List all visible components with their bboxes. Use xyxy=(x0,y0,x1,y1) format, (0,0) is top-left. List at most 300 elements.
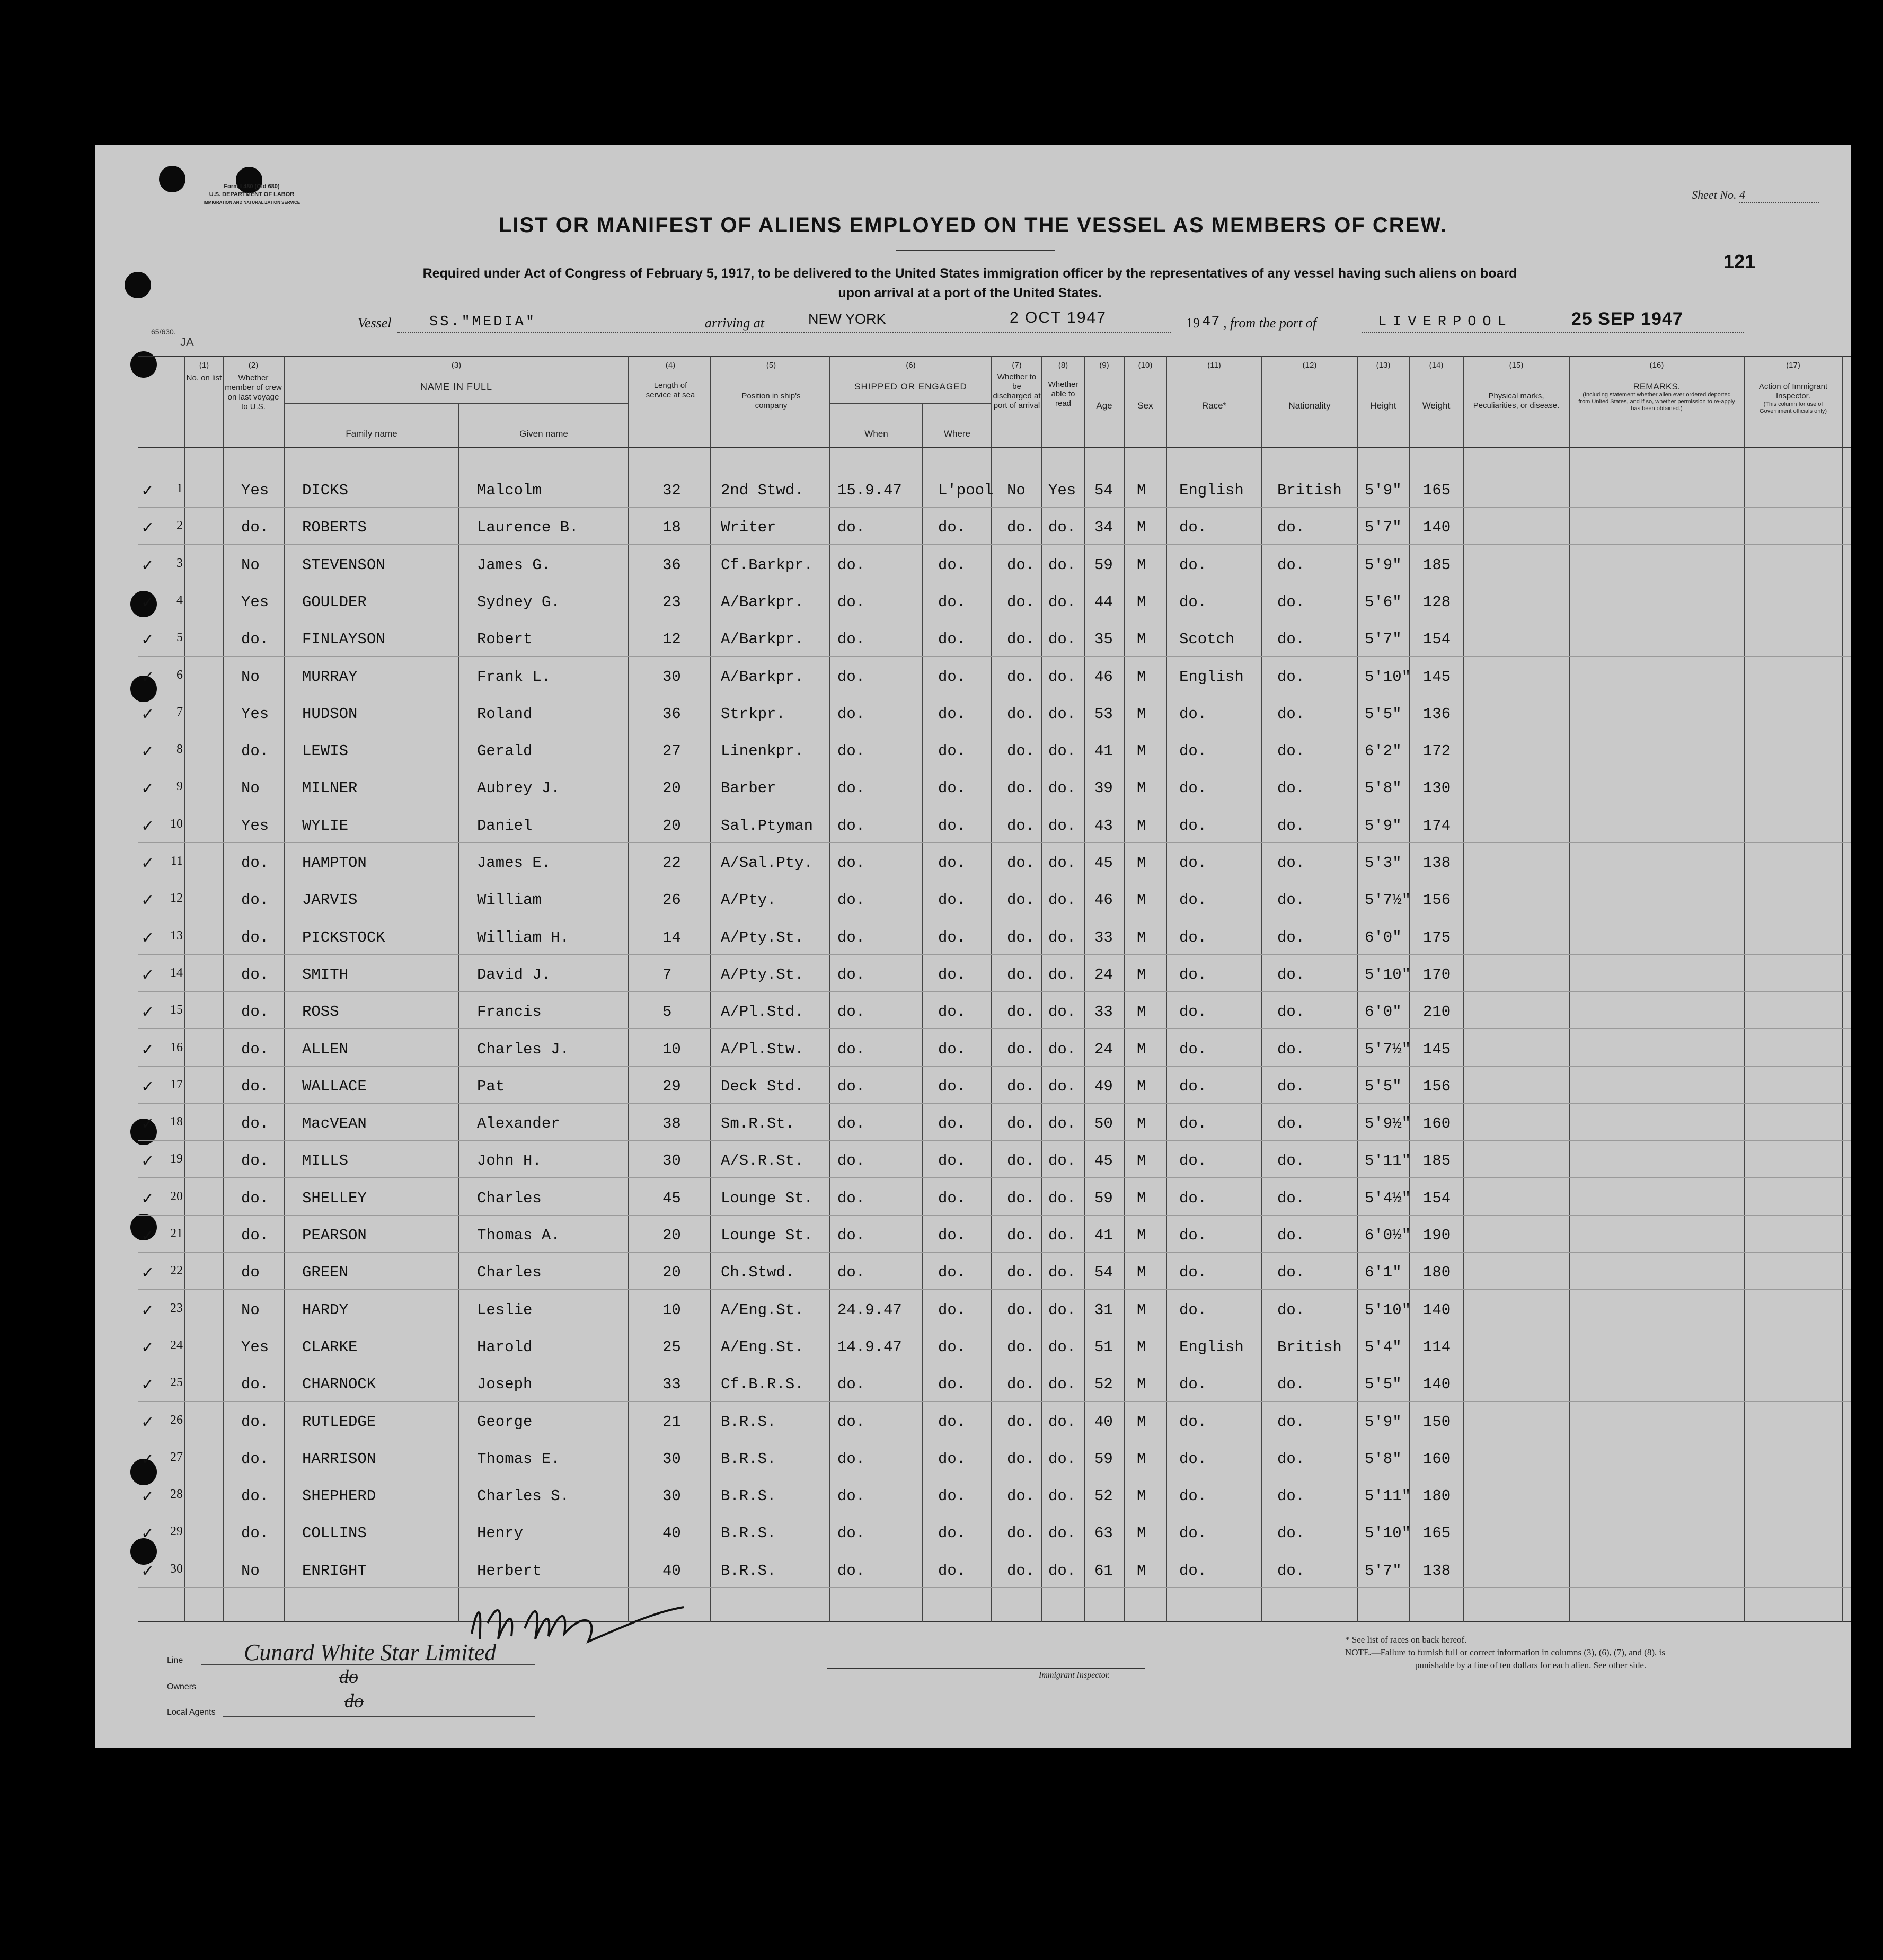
nationality: do. xyxy=(1277,891,1305,909)
height: 6'2" xyxy=(1365,742,1402,760)
discharged: do. xyxy=(1007,1450,1035,1468)
discharged: do. xyxy=(1007,891,1035,909)
weight: 154 xyxy=(1423,1189,1451,1207)
row-rule xyxy=(138,656,1851,657)
discharged: do. xyxy=(1007,1077,1035,1095)
sex: M xyxy=(1137,1003,1146,1021)
last-voyage: Yes xyxy=(241,1338,269,1356)
given-name: Francis xyxy=(477,1003,542,1021)
shipped-where: do. xyxy=(938,1264,966,1282)
signature xyxy=(461,1591,758,1655)
header-col-1 xyxy=(185,361,223,383)
age: 59 xyxy=(1094,556,1113,574)
check-mark-icon: ✓ xyxy=(142,742,153,763)
discharged: do. xyxy=(1007,1115,1035,1133)
service-length: 20 xyxy=(662,817,681,835)
family-name: WALLACE xyxy=(302,1077,367,1095)
name-subheader-rule xyxy=(284,403,628,404)
shipped-when: do. xyxy=(837,1040,865,1058)
form-number: Form I 480 (Old 680) xyxy=(224,183,280,190)
discharged: No xyxy=(1007,482,1026,499)
age: 54 xyxy=(1094,1264,1113,1282)
row-number: 30 xyxy=(170,1562,183,1576)
shipped-where: do. xyxy=(938,965,966,983)
nationality: do. xyxy=(1277,1115,1305,1133)
position: B.R.S. xyxy=(721,1450,776,1468)
shipped-when: do. xyxy=(837,1376,865,1394)
check-mark-icon: ✓ xyxy=(142,1003,153,1024)
col-label: Age xyxy=(1096,401,1112,411)
position: A/Pl.Stw. xyxy=(721,1040,804,1058)
race: do. xyxy=(1179,779,1207,797)
service-length: 40 xyxy=(662,1562,681,1580)
able-to-read: do. xyxy=(1048,705,1076,723)
family-name: SMITH xyxy=(302,965,349,983)
discharged: do. xyxy=(1007,1376,1035,1394)
row-rule xyxy=(138,1028,1851,1029)
race: do. xyxy=(1179,1413,1207,1431)
sex: M xyxy=(1137,1301,1146,1319)
col-label: NAME IN FULL xyxy=(420,382,493,392)
family-name: MILNER xyxy=(302,779,358,797)
header-col-14 xyxy=(1410,361,1463,411)
discharged: do. xyxy=(1007,854,1035,872)
height: 5'7½" xyxy=(1365,1040,1411,1058)
row-rule xyxy=(138,1103,1851,1104)
last-voyage: No xyxy=(241,1562,260,1580)
race: do. xyxy=(1179,742,1207,760)
col-num: (16) xyxy=(1649,361,1664,370)
col-divider xyxy=(1357,356,1358,1622)
header-family-name: Family name xyxy=(346,429,397,439)
col-divider xyxy=(1084,356,1085,1622)
shipped-where: do. xyxy=(938,1003,966,1021)
family-name: ENRIGHT xyxy=(302,1562,367,1580)
able-to-read: do. xyxy=(1048,854,1076,872)
shipped-when: do. xyxy=(837,817,865,835)
check-mark-icon: ✓ xyxy=(142,1227,153,1247)
weight: 140 xyxy=(1423,519,1451,537)
weight: 190 xyxy=(1423,1227,1451,1244)
form-info xyxy=(183,183,321,207)
height: 5'7" xyxy=(1365,631,1402,649)
service-length: 30 xyxy=(662,1152,681,1170)
shipped-when: do. xyxy=(837,668,865,686)
service-length: 30 xyxy=(662,1450,681,1468)
family-name: HUDSON xyxy=(302,705,358,723)
col-num: (9) xyxy=(1099,361,1109,370)
weight: 138 xyxy=(1423,854,1451,872)
discharged: do. xyxy=(1007,965,1035,983)
shipped-where: do. xyxy=(938,854,966,872)
shipped-when: do. xyxy=(837,965,865,983)
age: 41 xyxy=(1094,742,1113,760)
position: A/Pty.St. xyxy=(721,965,804,983)
height: 5'5" xyxy=(1365,705,1402,723)
family-name: ROSS xyxy=(302,1003,339,1021)
nationality: do. xyxy=(1277,928,1305,946)
height: 5'9" xyxy=(1365,556,1402,574)
race: do. xyxy=(1179,817,1207,835)
weight: 160 xyxy=(1423,1115,1451,1133)
shipped-where: do. xyxy=(938,1376,966,1394)
given-name: Laurence B. xyxy=(477,519,579,537)
height: 5'10" xyxy=(1365,668,1411,686)
weight: 114 xyxy=(1423,1338,1451,1356)
last-voyage: do. xyxy=(241,742,269,760)
sex: M xyxy=(1137,593,1146,611)
row-rule xyxy=(138,1289,1851,1290)
ref-code: 65/630. xyxy=(151,327,176,336)
shipped-when: do. xyxy=(837,1264,865,1282)
header-col-4 xyxy=(641,361,700,400)
col-divider xyxy=(1409,356,1410,1622)
check-mark-icon: ✓ xyxy=(142,1338,153,1359)
given-name: Robert xyxy=(477,631,533,649)
col-label: Whether to be discharged at port of arrival xyxy=(993,373,1041,410)
header-col-5 xyxy=(713,361,829,411)
able-to-read: do. xyxy=(1048,1264,1076,1282)
check-mark-icon: ✓ xyxy=(142,482,153,502)
given-name: James G. xyxy=(477,556,551,574)
col-label: Position in ship's company xyxy=(741,392,801,410)
given-name: Joseph xyxy=(477,1376,533,1394)
given-name: Sydney G. xyxy=(477,593,560,611)
nationality: do. xyxy=(1277,1227,1305,1244)
nationality: do. xyxy=(1277,1077,1305,1095)
col-divider xyxy=(1124,356,1125,1622)
weight: 185 xyxy=(1423,556,1451,574)
race: do. xyxy=(1179,1115,1207,1133)
col-num: (15) xyxy=(1509,361,1524,370)
able-to-read: do. xyxy=(1048,1562,1076,1580)
given-name: Henry xyxy=(477,1524,524,1542)
age: 33 xyxy=(1094,1003,1113,1021)
age: 52 xyxy=(1094,1487,1113,1505)
family-name: MacVEAN xyxy=(302,1115,367,1133)
header-col-15 xyxy=(1464,361,1569,411)
service-length: 20 xyxy=(662,1227,681,1244)
able-to-read: do. xyxy=(1048,1115,1076,1133)
able-to-read: do. xyxy=(1048,631,1076,649)
last-voyage: do. xyxy=(241,1077,269,1095)
position: Writer xyxy=(721,519,776,537)
race: do. xyxy=(1179,1487,1207,1505)
race: do. xyxy=(1179,928,1207,946)
col-divider xyxy=(284,356,285,1622)
height: 5'4½" xyxy=(1365,1189,1411,1207)
family-name: PEARSON xyxy=(302,1227,367,1244)
row-number: 15 xyxy=(170,1003,183,1017)
agents-underline xyxy=(223,1716,535,1717)
shipped-when: do. xyxy=(837,1189,865,1207)
service-length: 36 xyxy=(662,705,681,723)
able-to-read: do. xyxy=(1048,519,1076,537)
col-label: Whether able to read xyxy=(1048,380,1078,408)
race: English xyxy=(1179,482,1244,499)
family-name: ALLEN xyxy=(302,1040,349,1058)
weight: 140 xyxy=(1423,1376,1451,1394)
position: B.R.S. xyxy=(721,1413,776,1431)
shipped-where: do. xyxy=(938,1301,966,1319)
last-voyage: Yes xyxy=(241,705,269,723)
family-name: ROBERTS xyxy=(302,519,367,537)
position: Lounge St. xyxy=(721,1227,814,1244)
check-mark-icon: ✓ xyxy=(142,1376,153,1396)
check-mark-icon: ✓ xyxy=(142,631,153,651)
race: do. xyxy=(1179,1189,1207,1207)
weight: 128 xyxy=(1423,593,1451,611)
sex: M xyxy=(1137,1413,1146,1431)
row-number: 4 xyxy=(176,593,183,607)
given-name: Charles J. xyxy=(477,1040,570,1058)
row-number: 13 xyxy=(170,928,183,943)
col-num: (13) xyxy=(1376,361,1391,370)
discharged: do. xyxy=(1007,1152,1035,1170)
sex: M xyxy=(1137,705,1146,723)
last-voyage: do. xyxy=(241,965,269,983)
discharged: do. xyxy=(1007,1003,1035,1021)
position: A/Sal.Pty. xyxy=(721,854,814,872)
check-mark-icon: ✓ xyxy=(142,1264,153,1284)
discharged: do. xyxy=(1007,593,1035,611)
discharged: do. xyxy=(1007,1040,1035,1058)
race: do. xyxy=(1179,1077,1207,1095)
weight: 145 xyxy=(1423,668,1451,686)
sex: M xyxy=(1137,668,1146,686)
row-number: 11 xyxy=(170,854,183,868)
row-number: 6 xyxy=(176,668,183,682)
height: 5'9½" xyxy=(1365,1115,1411,1133)
col-num: (5) xyxy=(766,361,776,370)
shipped-when: do. xyxy=(837,742,865,760)
given-name: Charles S. xyxy=(477,1487,570,1505)
sex: M xyxy=(1137,1115,1146,1133)
header-when: When xyxy=(864,429,888,439)
row-rule xyxy=(138,1177,1851,1178)
check-mark-icon: ✓ xyxy=(142,1562,153,1582)
weight: 138 xyxy=(1423,1562,1451,1580)
shipped-where: do. xyxy=(938,928,966,946)
col-num: (14) xyxy=(1429,361,1444,370)
col-divider xyxy=(991,356,992,1622)
nationality: do. xyxy=(1277,1487,1305,1505)
nationality: British xyxy=(1277,482,1342,499)
given-name: George xyxy=(477,1413,533,1431)
nationality: do. xyxy=(1277,779,1305,797)
able-to-read: do. xyxy=(1048,1189,1076,1207)
year-value: 47 xyxy=(1202,314,1221,330)
last-voyage: do. xyxy=(241,1115,269,1133)
weight: 160 xyxy=(1423,1450,1451,1468)
position: A/Pty. xyxy=(721,891,776,909)
race: do. xyxy=(1179,519,1207,537)
weight: 170 xyxy=(1423,965,1451,983)
subtitle xyxy=(350,264,1590,303)
service-length: 26 xyxy=(662,891,681,909)
check-mark-icon: ✓ xyxy=(142,1152,153,1173)
shipped-where: do. xyxy=(938,1040,966,1058)
given-name: Charles xyxy=(477,1189,542,1207)
sex: M xyxy=(1137,1562,1146,1580)
row-rule xyxy=(138,1252,1851,1253)
age: 24 xyxy=(1094,1040,1113,1058)
check-mark-icon: ✓ xyxy=(142,854,153,874)
check-mark-icon: ✓ xyxy=(142,705,153,725)
weight: 175 xyxy=(1423,928,1451,946)
sex: M xyxy=(1137,519,1146,537)
age: 40 xyxy=(1094,1413,1113,1431)
service-length: 10 xyxy=(662,1040,681,1058)
race: English xyxy=(1179,1338,1244,1356)
shipped-where: do. xyxy=(938,556,966,574)
weight: 140 xyxy=(1423,1301,1451,1319)
service-length: 5 xyxy=(662,1003,672,1021)
shipped-where: do. xyxy=(938,1338,966,1356)
height: 5'10" xyxy=(1365,1301,1411,1319)
age: 52 xyxy=(1094,1376,1113,1394)
family-name: MILLS xyxy=(302,1152,349,1170)
race: do. xyxy=(1179,556,1207,574)
service-length: 18 xyxy=(662,519,681,537)
row-number: 21 xyxy=(170,1227,183,1240)
year-label: 19 xyxy=(1186,315,1200,331)
given-name: Thomas E. xyxy=(477,1450,560,1468)
height: 5'9" xyxy=(1365,817,1402,835)
position: 2nd Stwd. xyxy=(721,482,804,499)
shipped-where: do. xyxy=(938,1562,966,1580)
weight: 145 xyxy=(1423,1040,1451,1058)
nationality: do. xyxy=(1277,817,1305,835)
check-mark-icon: ✓ xyxy=(142,779,153,800)
sex: M xyxy=(1137,891,1146,909)
height: 5'9" xyxy=(1365,1413,1402,1431)
service-length: 33 xyxy=(662,1376,681,1394)
shipped-when: do. xyxy=(837,1524,865,1542)
last-voyage: do. xyxy=(241,1040,269,1058)
col-note: (Including statement whether alien ever ordered deported from United States, and if so, whether permission to re-apply has been obtained.) xyxy=(1578,392,1735,412)
able-to-read: do. xyxy=(1048,1040,1076,1058)
discharged: do. xyxy=(1007,742,1035,760)
row-rule xyxy=(138,954,1851,955)
col-divider xyxy=(223,356,224,1622)
vessel-label: Vessel xyxy=(358,315,392,331)
sex: M xyxy=(1137,556,1146,574)
shipped-where: do. xyxy=(938,742,966,760)
shipped-when: do. xyxy=(837,1152,865,1170)
weight: 130 xyxy=(1423,779,1451,797)
nationality: do. xyxy=(1277,1189,1305,1207)
age: 46 xyxy=(1094,891,1113,909)
able-to-read: do. xyxy=(1048,1227,1076,1244)
title-rule xyxy=(896,250,1055,251)
position: Sal.Ptyman xyxy=(721,817,814,835)
height: 6'0" xyxy=(1365,1003,1402,1021)
able-to-read: do. xyxy=(1048,1003,1076,1021)
sex: M xyxy=(1137,1264,1146,1282)
row-number: 5 xyxy=(176,631,183,645)
header-col-9 xyxy=(1085,361,1124,411)
position: B.R.S. xyxy=(721,1487,776,1505)
position: Lounge St. xyxy=(721,1189,814,1207)
able-to-read: do. xyxy=(1048,779,1076,797)
row-number: 7 xyxy=(176,705,183,719)
height: 5'8" xyxy=(1365,1450,1402,1468)
check-mark-icon: ✓ xyxy=(142,891,153,912)
header-col-8 xyxy=(1042,361,1084,409)
age: 49 xyxy=(1094,1077,1113,1095)
col-divider xyxy=(829,356,830,1622)
height: 5'11" xyxy=(1365,1152,1411,1170)
service-length: 20 xyxy=(662,779,681,797)
col-divider xyxy=(184,356,185,1622)
header-col-2 xyxy=(224,361,283,412)
discharged: do. xyxy=(1007,519,1035,537)
col-num: (11) xyxy=(1207,361,1221,370)
shipped-where: do. xyxy=(938,779,966,797)
height: 5'6" xyxy=(1365,593,1402,611)
col-label: Weight xyxy=(1422,401,1451,411)
row-number: 8 xyxy=(176,742,183,757)
last-voyage: Yes xyxy=(241,482,269,499)
age: 35 xyxy=(1094,631,1113,649)
shipped-when: do. xyxy=(837,1003,865,1021)
sex: M xyxy=(1137,928,1146,946)
col-divider xyxy=(628,356,629,1622)
shipped-when: do. xyxy=(837,854,865,872)
header-col-16 xyxy=(1570,361,1744,412)
given-name: William H. xyxy=(477,928,570,946)
sex: M xyxy=(1137,1376,1146,1394)
sex: M xyxy=(1137,1077,1146,1095)
discharged: do. xyxy=(1007,1562,1035,1580)
check-mark-icon: ✓ xyxy=(142,1040,153,1061)
nationality: do. xyxy=(1277,1301,1305,1319)
able-to-read: do. xyxy=(1048,1524,1076,1542)
sex: M xyxy=(1137,1040,1146,1058)
manifest-sheet xyxy=(95,145,1851,1748)
owners-value: do xyxy=(339,1666,358,1687)
shipped-subheader-rule xyxy=(829,403,991,404)
sex: M xyxy=(1137,965,1146,983)
check-mark-icon: ✓ xyxy=(142,1524,153,1545)
race: Scotch xyxy=(1179,631,1235,649)
age: 39 xyxy=(1094,779,1113,797)
family-name: LEWIS xyxy=(302,742,349,760)
race-note: * See list of races on back hereof. xyxy=(1345,1635,1467,1645)
sex: M xyxy=(1137,854,1146,872)
crew-table xyxy=(138,356,1851,1622)
shipped-when: 14.9.47 xyxy=(837,1338,902,1356)
col-label: Physical marks, Peculiarities, or disease. xyxy=(1473,392,1560,410)
age: 43 xyxy=(1094,817,1113,835)
position: Ch.Stwd. xyxy=(721,1264,795,1282)
nationality: do. xyxy=(1277,854,1305,872)
row-rule xyxy=(138,1066,1851,1067)
given-name: Charles xyxy=(477,1264,542,1282)
family-name: JARVIS xyxy=(302,891,358,909)
shipped-where: do. xyxy=(938,1152,966,1170)
able-to-read: do. xyxy=(1048,668,1076,686)
age: 33 xyxy=(1094,928,1113,946)
shipped-when: 15.9.47 xyxy=(837,482,902,499)
row-rule xyxy=(138,1215,1851,1216)
shipped-where: do. xyxy=(938,1524,966,1542)
position: Strkpr. xyxy=(721,705,785,723)
line-label: Line xyxy=(167,1656,183,1665)
row-number: 2 xyxy=(176,519,183,533)
nationality: do. xyxy=(1277,593,1305,611)
